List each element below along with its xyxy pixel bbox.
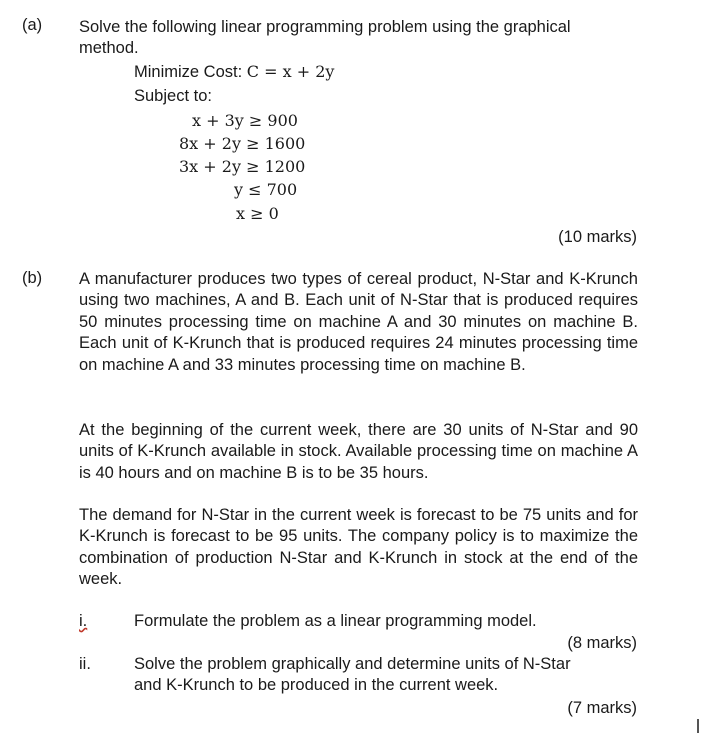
constraint-3: 3x + 2y ≥ 1200 [179,157,306,176]
part-a-instruction-line2: method. [79,39,139,57]
sub-question-ii-marks: (7 marks) [567,699,637,717]
sub-question-i-label: i. [79,612,88,630]
constraint-5: x ≥ 0 [236,204,279,223]
objective-line [134,62,334,82]
part-a-marks: (10 marks) [558,228,637,246]
sub-question-i-text: Formulate the problem as a linear programming model. [134,612,537,630]
sub-question-ii-label: ii. [79,655,91,673]
objective-label: Minimize Cost: [134,63,243,81]
text-cursor [697,719,699,733]
sub-question-i-marks: (8 marks) [567,634,637,652]
part-a-label: (a) [22,16,43,34]
subject-to-label: Subject to: [134,87,212,105]
constraint-1: x + 3y ≥ 900 [192,111,298,130]
objective-expression: C = x + 2y [246,62,335,81]
part-b-paragraph-1: A manufacturer produces two types of cereal product, N-Star and K-Krunch using two machines, A and B. Each unit of N-Star that is produced requires 50 minutes processing time on machine A and 30 minutes on machine B. Each unit of K-Krunch that is produced requires 24 minutes processing time on machine A and 33 minutes processing time on machine B. [79,270,638,374]
constraint-4: y ≤ 700 [234,180,298,199]
part-b-paragraph-3: The demand for N-Star in the current week is forecast to be 75 units and for K-Krunch is forecast to be 95 units. The company policy is to maximize the combination of production N-Star and K-Krunch in stock at the end of the week. [79,506,638,589]
constraint-2: 8x + 2y ≥ 1600 [179,134,306,153]
part-a-instruction-line1: Solve the following linear programming problem using the graphical [79,18,571,36]
sub-question-ii-line1: Solve the problem graphically and determine units of N-Star [134,655,571,673]
part-b-paragraph-2: At the beginning of the current week, there are 30 units of N-Star and 90 units of K-Krunch available in stock. Available processing time on machine A is 40 hours and on machine B is to be 35 hours. [79,421,638,482]
sub-question-ii-line2: and K-Krunch to be produced in the current week. [134,676,499,694]
part-b-label: (b) [22,269,43,287]
